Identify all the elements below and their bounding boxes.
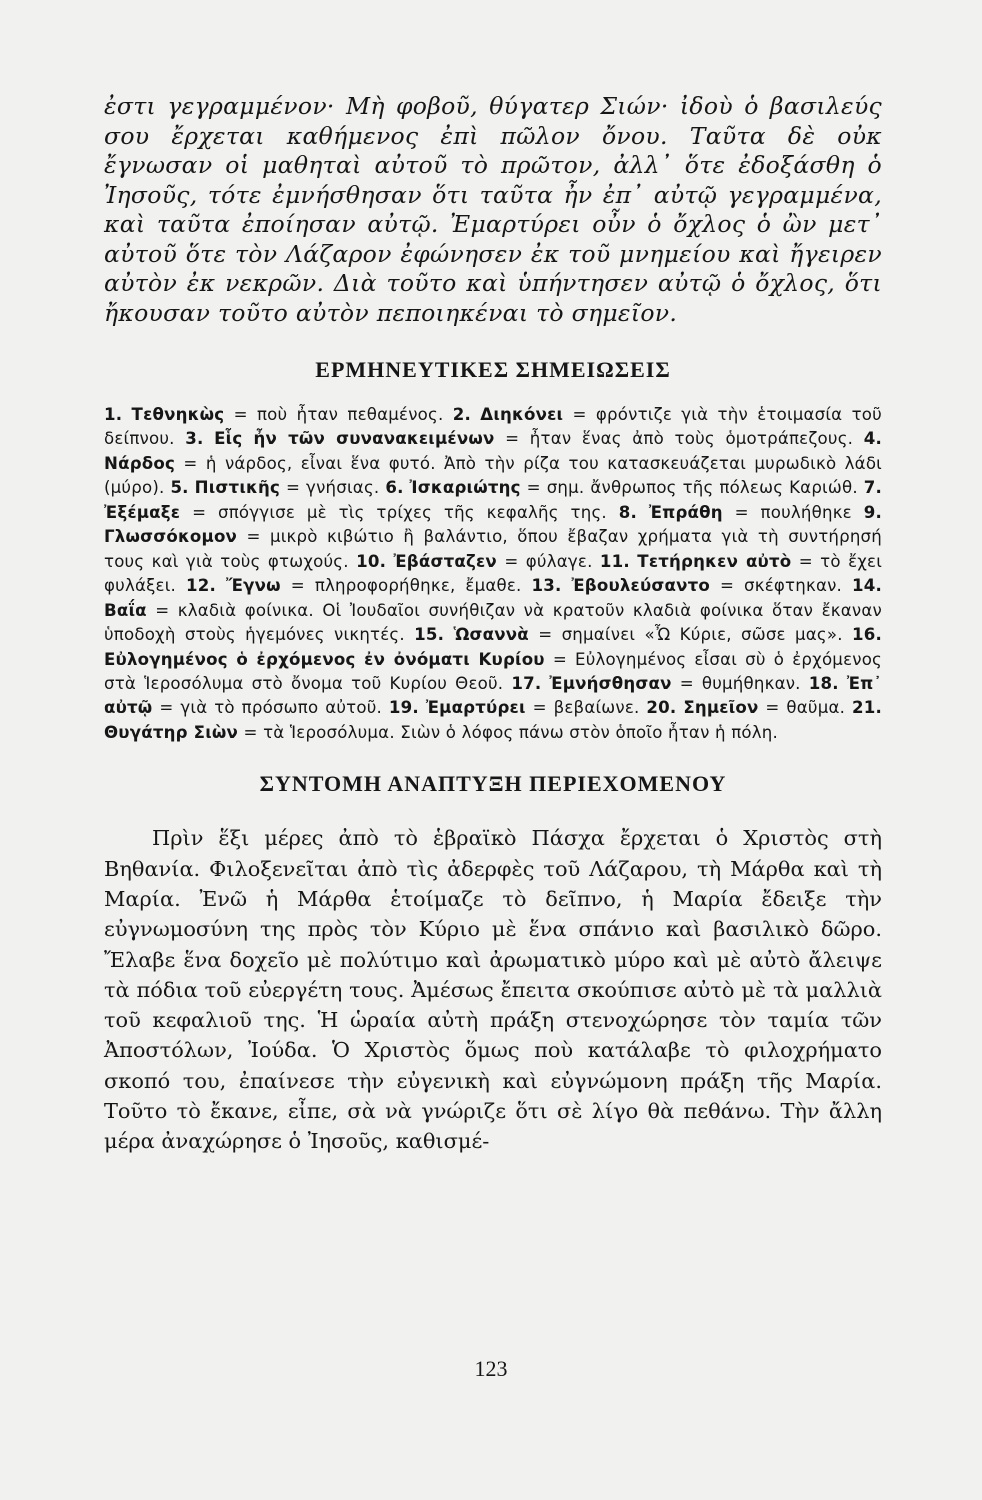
note-definition: = πουλήθηκε xyxy=(734,502,852,522)
note-item xyxy=(356,552,592,571)
note-term: Θυγάτηρ Σιὼν xyxy=(104,722,238,742)
note-item xyxy=(531,576,842,595)
note-definition: = Εὐλογημένος εἶσαι σὺ ὁ ἐρχόμενος στὰ Ἱεροσόλυμα στὸ ὄνομα τοῦ Κυρίου Θεοῦ. xyxy=(104,649,882,693)
note-definition: = τὰ Ἱεροσόλυμα. Σιὼν ὁ λόφος πάνω στὸν ὁποῖο ἦταν ἡ πόλη. xyxy=(243,722,778,742)
document-page xyxy=(104,92,882,1412)
note-item xyxy=(414,625,843,644)
note-term: Βαΐα xyxy=(104,600,147,620)
note-number: 16. xyxy=(852,625,882,645)
note-item xyxy=(646,698,845,717)
note-definition: = φρόντιζε γιὰ τὴν ἑτοιμασία τοῦ δείπνου. xyxy=(104,405,882,449)
note-definition: = γνήσιας. xyxy=(286,478,380,498)
note-term: Ἰσκαριώτης xyxy=(409,478,521,498)
note-definition: = ποὺ ἦταν πεθαμένος. xyxy=(233,405,444,424)
note-definition: = σημαίνει «Ὦ Κύριε, σῶσε μας». xyxy=(538,625,843,645)
note-term: Πιστικῆς xyxy=(194,478,281,498)
note-definition: = μικρὸ κιβώτιο ἢ βαλάντιο, ὅπου ἔβαζαν χρήματα γιὰ τὴ συντήρησή τους καὶ γιὰ τοὺς φτωχούς. xyxy=(104,527,882,571)
note-term: Γλωσσόκομον xyxy=(104,527,238,547)
note-item xyxy=(185,429,853,448)
note-term: Ὡσαννὰ xyxy=(453,625,529,645)
note-term: Εἷς ἦν τῶν συνανακειμένων xyxy=(214,429,495,449)
summary-heading: ΣΥΝΤΟΜΗ ΑΝΑΠΤΥΞΗ ΠΕΡΙΕΧΟΜΕΝΟΥ xyxy=(259,771,727,797)
note-term: Ἐμνήσθησαν xyxy=(549,673,672,693)
note-definition: = θαῦμα. xyxy=(765,698,846,718)
note-term: Ἐβάσταζεν xyxy=(393,551,497,571)
note-definition: = πληροφορήθηκε, ἔμαθε. xyxy=(290,576,522,596)
note-number: 21. xyxy=(852,698,883,718)
note-number: 4. xyxy=(863,429,882,449)
note-number: 1. xyxy=(104,405,123,424)
note-item xyxy=(186,576,522,595)
note-number: 10. xyxy=(356,551,387,571)
note-definition: = γιὰ τὸ πρόσωπο αὐτοῦ. xyxy=(159,698,382,718)
note-definition: = κλαδιὰ φοίνικα. Οἱ Ἰουδαῖοι συνήθιζαν νὰ κρατοῦν κλαδιὰ φοίνικα ὅταν ἔκαναν ὑποδοχὴ στοὺς ἡγεμόνες νικητές. xyxy=(104,600,882,645)
note-number: 13. xyxy=(531,576,562,596)
note-item xyxy=(385,478,857,497)
note-number: 12. xyxy=(186,576,216,596)
note-definition: = ἡ νάρδος, εἶναι ἕνα φυτό. Ἀπὸ τὴν ρίζα του κατασκευάζεται μυρωδικὸ λάδι (μύρο). xyxy=(104,453,882,498)
explanatory-notes xyxy=(104,403,882,745)
note-number: 7. xyxy=(863,478,883,498)
note-number: 14. xyxy=(852,576,882,596)
note-definition: = θυμήθηκαν. xyxy=(679,673,801,693)
note-term: Εὐλογημένος ὁ ἐρχόμενος ἐν ὀνόματι Κυρίου xyxy=(104,649,545,669)
note-definition: = σημ. ἄνθρωπος τῆς πόλεως Καριώθ. xyxy=(526,478,858,498)
note-item xyxy=(104,405,443,424)
note-definition: = βεβαίωνε. xyxy=(532,698,640,718)
note-term: Ἐπράθη xyxy=(648,502,723,522)
note-number: 18. xyxy=(808,673,839,693)
note-term: Διηκόνει xyxy=(480,405,564,424)
notes-heading: ΕΡΜΗΝΕΥΤΙΚΕΣ ΣΗΜΕΙΩΣΕΙΣ xyxy=(315,357,671,382)
note-number: 9. xyxy=(863,502,882,522)
note-term: Νάρδος xyxy=(104,453,176,473)
note-item xyxy=(511,674,800,693)
note-term: Ἐξέμαξε xyxy=(104,502,181,522)
note-number: 3. xyxy=(185,429,204,449)
note-number: 2. xyxy=(452,405,471,424)
scripture-passage: ἐστι γεγραμμένον· Μὴ φοβοῦ, θύγατερ Σιών· ἰδοὺ ὁ βασιλεύς σου ἔρχεται καθήμενος ἐπὶ πῶλον ὄνου. Ταῦτα δὲ οὐκ ἔγνωσαν οἱ μαθηταὶ αὐτοῦ τὸ πρῶτον, ἀλλ᾿ ὅτε ἐδοξάσθη ὁ Ἰησοῦς, τότε ἐμνήσθησαν ὅτι ταῦτα ἦν ἐπ᾿ αὐτῷ γεγραμμένα, καὶ ταῦτα ἐποίησαν αὐτῷ. Ἐμαρτύρει οὖν ὁ ὄχλος ὁ ὢν μετ᾿ αὐτοῦ ὅτε τὸν Λάζαρον ἐφώνησεν ἐκ τοῦ μνημείου καὶ ἤγειρεν αὐτὸν ἐκ νεκρῶν. Διὰ τοῦτο καὶ ὑπήντησεν αὐτῷ ὁ ὄχλος, ὅτι ἤκουσαν τοῦτο αὐτὸν πεποιηκέναι τὸ σημεῖον. xyxy=(104,92,882,327)
note-definition: = σπόγγισε μὲ τὶς τρίχες τῆς κεφαλῆς της. xyxy=(192,502,607,522)
note-number: 17. xyxy=(511,673,542,693)
note-item xyxy=(389,698,640,717)
summary-paragraph: Πρὶν ἕξι μέρες ἀπὸ τὸ ἑβραϊκὸ Πάσχα ἔρχεται ὁ Χριστὸς στὴ Βηθανία. Φιλοξενεῖται ἀπὸ τὶς ἀδερφὲς τοῦ Λάζαρου, τὴ Μάρθα καὶ τὴ Μαρία. Ἐνῶ ἡ Μάρθα ἑτοίμαζε τὸ δεῖπνο, ἡ Μαρία ἔδειξε τὴν εὐγνωμοσύνη της πρὸς τὸν Κύριο μὲ ἕνα σπάνιο καὶ βασιλικὸ δῶρο. Ἔλαβε ἕνα δοχεῖο μὲ πολύτιμο καὶ ἀρωματικὸ μύρο καὶ μὲ αὐτὸ ἄλειψε τὰ πόδια τοῦ εὐεργέτη τους. Ἀμέσως ἔπειτα σκούπισε αὐτὸ μὲ τὰ μαλλιὰ τοῦ κεφαλιοῦ της. Ἡ ὡραία αὐτὴ πράξη στενοχώρησε τὸν ταμία τῶν Ἀποστόλων, Ἰούδα. Ὁ Χριστὸς ὅμως ποὺ κατάλαβε τὸ φιλοχρήματο σκοπό του, ἐπαίνεσε τὴν εὐγενικὴ καὶ εὐγνώμονη πράξη τῆς Μαρία. Τοῦτο τὸ ἔκανε, εἶπε, σὰ νὰ γνώριζε ὅτι σὲ λίγο θὰ πεθάνω. Τὴν ἄλλη μέρα ἀναχώρησε ὁ Ἰησοῦς, καθισμέ- xyxy=(104,826,882,1154)
note-definition: = σκέφτηκαν. xyxy=(719,576,843,596)
note-definition: = ἦταν ἕνας ἀπὸ τοὺς ὁμοτράπεζους. xyxy=(505,429,854,449)
page-number: 123 xyxy=(474,1356,508,1381)
note-number: 5. xyxy=(170,478,189,498)
note-term: Ἔγνω xyxy=(225,576,281,596)
note-number: 6. xyxy=(385,478,404,498)
note-term: Τετήρηκεν αὐτὸ xyxy=(637,551,792,571)
note-item xyxy=(619,503,852,522)
note-term: Ἐβουλεύσαντο xyxy=(571,576,711,596)
note-definition: = τὸ ἔχει φυλάξει. xyxy=(104,551,883,596)
note-definition: = φύλαγε. xyxy=(504,551,593,571)
note-number: 11. xyxy=(599,551,630,571)
note-term: Ἐμαρτύρει xyxy=(425,698,526,718)
note-number: 20. xyxy=(646,698,677,718)
note-number: 15. xyxy=(414,625,445,645)
note-number: 19. xyxy=(388,698,419,718)
note-term: Σημεῖον xyxy=(683,698,759,718)
note-item xyxy=(170,478,379,497)
note-term: Ἐπ᾿ αὐτῷ xyxy=(104,673,882,718)
note-term: Τεθνηκὼς xyxy=(131,405,225,424)
note-number: 8. xyxy=(618,502,637,522)
